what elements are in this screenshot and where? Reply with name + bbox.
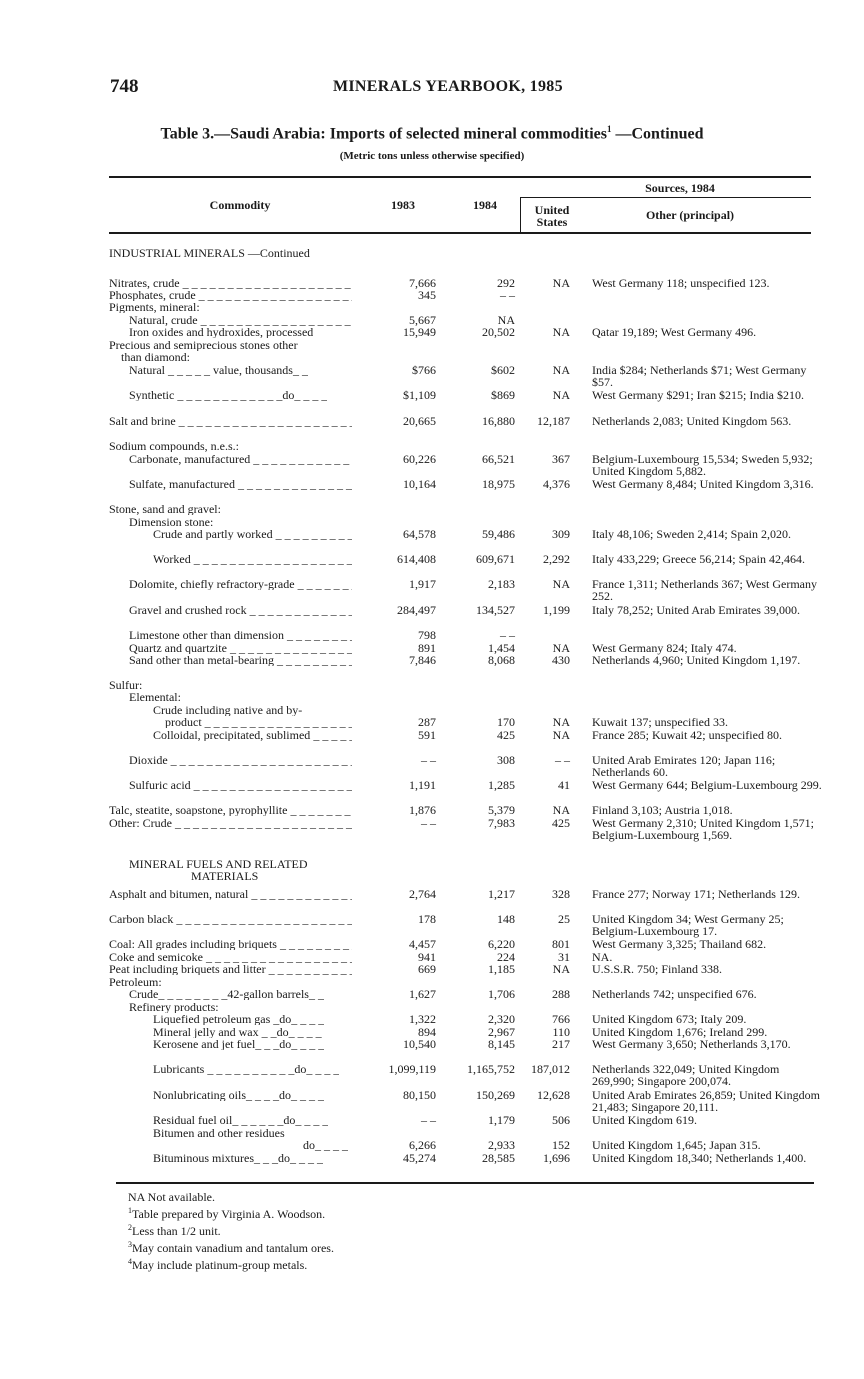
footnote-4-text: May include platinum-group metals. [132,1258,308,1272]
value-other-sources: United Kingdom 1,645; Japan 315. [592,1138,761,1152]
commodity-label: Crude and partly worked _ _ _ [153,528,352,540]
value-united-states: 309 [552,527,570,541]
commodity-label: Other: Crude _ _ _ [109,817,352,829]
value-1983: 2,764 [409,887,436,901]
value-1984: 150,269 [476,1088,515,1102]
value-united-states: 31 [558,950,570,964]
commodity-label: Bitumen and other residues [153,1127,285,1139]
table-title-suffix: —Continued [611,125,704,143]
value-1984: 1,706 [488,987,515,1001]
value-1983: – – [421,1113,436,1127]
commodity-label: product _ _ _ [165,716,352,728]
commodity-label: Dioxide _ _ _ [129,754,352,766]
commodity-label: Carbonate, manufactured _ _ _ [129,453,352,465]
value-1983: 4,457 [409,937,436,951]
value-1983: 7,666 [409,276,436,290]
value-united-states: 506 [552,1113,570,1127]
value-united-states: NA [552,962,570,976]
value-united-states: 217 [552,1037,570,1051]
footnote-na: NA Not available. [128,1190,215,1204]
value-other-sources: Finland 3,103; Austria 1,018. [592,803,733,817]
value-united-states: NA [552,577,570,591]
value-united-states: NA [552,276,570,290]
value-united-states: 25 [558,912,570,926]
value-other-sources: United Kingdom 673; Italy 209. [592,1012,747,1026]
commodity-label: Coke and semicoke _ _ _ [109,951,352,963]
commodity-label: MINERAL FUELS AND RELATED [129,858,308,870]
value-1983: 614,408 [397,552,436,566]
value-1984: 1,165,752 [467,1062,515,1076]
value-1983: 1,191 [409,778,436,792]
value-united-states: 288 [552,987,570,1001]
value-1984: 292 [497,276,515,290]
value-united-states: NA [552,803,570,817]
value-united-states: 430 [552,653,570,667]
value-1984: 18,975 [482,477,515,491]
running-head: MINERALS YEARBOOK, 1985 [333,78,563,95]
footnote-1-text: Table prepared by Virginia A. Woodson. [132,1207,326,1221]
value-other-sources: West Germany 8,484; United Kingdom 3,316. [592,477,814,491]
commodity-label: Nonlubricating oils_ _ _ _do_ _ _ _ [153,1089,324,1101]
commodity-label: Liquefied petroleum gas _do_ _ _ _ [153,1013,325,1025]
value-1984: 1,179 [488,1113,515,1127]
commodity-label: Kerosene and jet fuel_ _ _do_ _ _ _ [153,1038,325,1050]
commodity-label: Dimension stone: [129,516,214,528]
commodity-label: Peat including briquets and litter _ _ _ [109,963,352,975]
commodity-label: Worked _ _ _ [153,553,352,565]
value-1983: 64,578 [403,527,436,541]
col-head-other: Other (principal) [645,208,735,222]
value-other-sources: Kuwait 137; unspecified 33. [592,715,728,729]
footnote-1 [128,1204,334,1221]
value-1983: 591 [418,728,436,742]
value-other-sources: France 1,311; Netherlands 367; West Germany 252. [592,577,817,603]
value-united-states: 1,199 [543,603,570,617]
value-1984: – – [500,288,515,302]
commodity-label: than diamond: [121,351,190,363]
value-united-states: – – [555,753,570,767]
value-1984: – – [500,628,515,642]
commodity-label: INDUSTRIAL MINERALS —Continued [109,247,310,259]
value-united-states: NA [552,388,570,402]
value-united-states: 801 [552,937,570,951]
col-head-1983: 1983 [391,198,415,212]
commodity-label: Elemental: [129,691,181,703]
commodity-label: Salt and brine _ _ _ [109,415,352,427]
value-1984: 1,454 [488,641,515,655]
value-1984: 8,068 [488,653,515,667]
value-united-states: 12,187 [537,414,570,428]
value-1983: 178 [418,912,436,926]
commodity-label: Talc, steatite, soapstone, pyrophyllite _ _ _ [109,804,352,816]
value-1984: 20,502 [482,325,515,339]
value-united-states: 187,012 [531,1062,570,1076]
table-title-text: Table 3.—Saudi Arabia: Imports of selected mineral commodities [160,125,607,143]
value-1983: 10,164 [403,477,436,491]
value-1983: 287 [418,715,436,729]
commodity-label: Crude_ _ _ _ _ _ _ _42-gallon barrels_ _ [129,988,324,1000]
col-head-sources: Sources, 1984 [645,181,715,195]
value-1983: 15,949 [403,325,436,339]
commodity-label: Residual fuel oil_ _ _ _ _ _do_ _ _ _ [153,1114,329,1126]
footnote-2 [128,1221,334,1238]
value-united-states: 766 [552,1012,570,1026]
commodity-label: do_ _ _ _ [303,1139,348,1151]
value-united-states: 4,376 [543,477,570,491]
value-united-states: 1,696 [543,1151,570,1165]
value-other-sources: United Arab Emirates 120; Japan 116; Netherlands 60. [592,753,776,779]
value-other-sources: U.S.S.R. 750; Finland 338. [592,962,723,976]
value-1984: 224 [497,950,515,964]
commodity-label: Colloidal, precipitated, sublimed _ _ _ [153,729,352,741]
value-other-sources: West Germany 118; unspecified 123. [592,276,770,290]
value-1984: NA [497,313,515,327]
value-united-states: 2,292 [543,552,570,566]
value-1984: 1,185 [488,962,515,976]
value-united-states: 152 [552,1138,570,1152]
value-united-states: 425 [552,816,570,830]
value-united-states: 328 [552,887,570,901]
value-other-sources: United Kingdom 18,340; Netherlands 1,400. [592,1151,807,1165]
value-1984: 6,220 [488,937,515,951]
commodity-label: Refinery products: [129,1001,219,1013]
value-1983: 60,226 [403,452,436,466]
commodity-label: Sulfuric acid _ _ _ [129,779,352,791]
value-united-states: NA [552,641,570,655]
commodity-label: Synthetic _ _ _ _ _ _ _ _ _ _ _ _do_ _ _ _ [129,389,328,401]
value-1983: 891 [418,641,436,655]
value-1983: 941 [418,950,436,964]
value-other-sources: Italy 48,106; Sweden 2,414; Spain 2,020. [592,527,791,541]
value-1983: 20,665 [403,414,436,428]
value-united-states: 110 [552,1025,570,1039]
value-united-states: NA [552,728,570,742]
value-1983: – – [421,816,436,830]
commodity-label: Mineral jelly and wax _ _do_ _ _ _ [153,1026,322,1038]
commodity-label: Dolomite, chiefly refractory-grade _ _ _ [129,578,352,590]
value-united-states: NA [552,715,570,729]
commodity-label: Asphalt and bitumen, natural _ _ _ [109,888,352,900]
value-other-sources: West Germany $291; Iran $215; India $210. [592,388,804,402]
value-1983: 6,266 [409,1138,436,1152]
commodity-label: Limestone other than dimension _ _ _ [129,629,352,641]
value-1983: 1,322 [409,1012,436,1026]
commodity-label: Nitrates, crude _ _ _ [109,277,352,289]
footnotes [128,1190,334,1272]
footnote-4-mark: 4 [128,1257,132,1266]
value-1984: 308 [497,753,515,767]
commodity-label: Sulfur: [109,679,143,691]
commodity-label: Natural _ _ _ _ _ value, thousands_ _ [129,364,308,376]
value-1983: 669 [418,962,436,976]
commodity-label: Gravel and crushed rock _ _ _ [129,604,352,616]
value-1983: 1,876 [409,803,436,817]
value-1984: 1,217 [488,887,515,901]
value-1983: 80,150 [403,1088,436,1102]
commodity-label: Stone, sand and gravel: [109,503,221,515]
value-1983: 10,540 [403,1037,436,1051]
col-head-1984: 1984 [473,198,497,212]
commodity-label: Sand other than metal-bearing _ _ _ [129,654,352,666]
commodity-label: Bituminous mixtures_ _ _do_ _ _ _ [153,1152,324,1164]
value-1983: 7,846 [409,653,436,667]
value-other-sources: Qatar 19,189; West Germany 496. [592,325,757,339]
value-other-sources: West Germany 644; Belgium-Luxembourg 299. [592,778,822,792]
value-1984: 134,527 [476,603,515,617]
value-other-sources: NA. [592,950,613,964]
value-united-states: NA [552,363,570,377]
value-united-states: NA [552,325,570,339]
value-1983: 5,667 [409,313,436,327]
footnote-4 [128,1255,334,1272]
value-other-sources: West Germany 2,310; United Kingdom 1,571; Belgium-Luxembourg 1,569. [592,816,815,842]
table-subtitle: (Metric tons unless otherwise specified) [339,150,525,162]
value-1983: – – [421,753,436,767]
value-1984: 7,983 [488,816,515,830]
value-united-states: 12,628 [537,1088,570,1102]
commodity-label: Coal: All grades including briquets _ _ _ [109,938,352,950]
commodity-label: Lubricants _ _ _ _ _ _ _ _ _ _do_ _ _ _ [153,1063,340,1075]
commodity-label: Carbon black _ _ _ [109,913,352,925]
title-footnote-mark: 1 [606,124,612,134]
value-1984: $869 [491,388,515,402]
commodity-label: Phosphates, crude _ _ _ [109,289,352,301]
value-united-states: 41 [558,778,570,792]
value-other-sources: United Kingdom 34; West Germany 25; Belgium-Luxembourg 17. [592,912,784,938]
value-united-states: 367 [552,452,570,466]
value-1984: 16,880 [482,414,515,428]
footnote-2-text: Less than 1/2 unit. [132,1224,221,1238]
footnote-2-mark: 2 [128,1223,132,1232]
value-1983: $766 [412,363,436,377]
value-1984: 28,585 [482,1151,515,1165]
value-1984: 2,320 [488,1012,515,1026]
commodity-label: Precious and semiprecious stones other [109,339,298,351]
value-other-sources: Italy 78,252; United Arab Emirates 39,000. [592,603,800,617]
value-1983: $1,109 [403,388,436,402]
value-other-sources: United Kingdom 619. [592,1113,697,1127]
page-number: 748 [110,76,139,97]
value-1984: 1,285 [488,778,515,792]
value-1983: 284,497 [397,603,436,617]
value-1983: 345 [418,288,436,302]
value-other-sources: West Germany 3,650; Netherlands 3,170. [592,1037,791,1051]
value-1984: 5,379 [488,803,515,817]
value-1983: 798 [418,628,436,642]
value-other-sources: West Germany 824; Italy 474. [592,641,737,655]
value-1983: 1,627 [409,987,436,1001]
value-other-sources: Netherlands 322,049; United Kingdom 269,990; Singapore 200,074. [592,1062,780,1088]
value-1984: 148 [497,912,515,926]
value-other-sources: Netherlands 742; unspecified 676. [592,987,757,1001]
value-1984: 59,486 [482,527,515,541]
footnote-1-mark: 1 [128,1206,132,1215]
value-1984: 2,183 [488,577,515,591]
value-other-sources: Italy 433,229; Greece 56,214; Spain 42,464. [592,552,805,566]
value-other-sources: France 277; Norway 171; Netherlands 129. [592,887,800,901]
commodity-label: Sulfate, manufactured _ _ _ [129,478,352,490]
value-1984: 2,967 [488,1025,515,1039]
footnote-3 [128,1238,334,1255]
value-1984: 425 [497,728,515,742]
value-1983: 1,917 [409,577,436,591]
value-1983: 894 [418,1025,436,1039]
commodity-label: Quartz and quartzite _ _ _ [129,642,352,654]
value-1984: $602 [491,363,515,377]
footnote-3-text: May contain vanadium and tantalum ores. [132,1241,334,1255]
value-1983: 45,274 [403,1151,436,1165]
value-other-sources: Netherlands 4,960; United Kingdom 1,197. [592,653,801,667]
col-head-us-line1: United [534,203,570,217]
value-other-sources: France 285; Kuwait 42; unspecified 80. [592,728,782,742]
commodity-label: Iron oxides and hydroxides, processed [129,326,314,338]
value-1984: 66,521 [482,452,515,466]
col-head-us-line2: States [536,215,568,229]
value-1983: 1,099,119 [388,1062,436,1076]
value-other-sources: West Germany 3,325; Thailand 682. [592,937,767,951]
value-1984: 2,933 [488,1138,515,1152]
value-other-sources: United Kingdom 1,676; Ireland 299. [592,1025,768,1039]
commodity-label: Sodium compounds, n.e.s.: [109,440,240,452]
value-1984: 609,671 [476,552,515,566]
commodity-label: Pigments, mineral: [109,301,200,313]
commodity-label: Crude including native and by- [153,704,303,716]
commodity-label: MATERIALS [191,870,259,882]
col-head-commodity: Commodity [209,198,271,212]
value-1984: 8,145 [488,1037,515,1051]
footnote-3-mark: 3 [128,1240,132,1249]
value-other-sources: India $284; Netherlands $71; West Germany $57. [592,363,807,389]
value-other-sources: Netherlands 2,083; United Kingdom 563. [592,414,792,428]
value-other-sources: United Arab Emirates 26,859; United Kingdom 21,483; Singapore 20,111. [592,1088,820,1114]
commodity-label: Natural, crude _ _ _ [129,314,352,326]
value-other-sources: Belgium-Luxembourg 15,534; Sweden 5,932; United Kingdom 5,882. [592,452,813,478]
value-1984: 170 [497,715,515,729]
commodity-label: Petroleum: [109,976,162,988]
